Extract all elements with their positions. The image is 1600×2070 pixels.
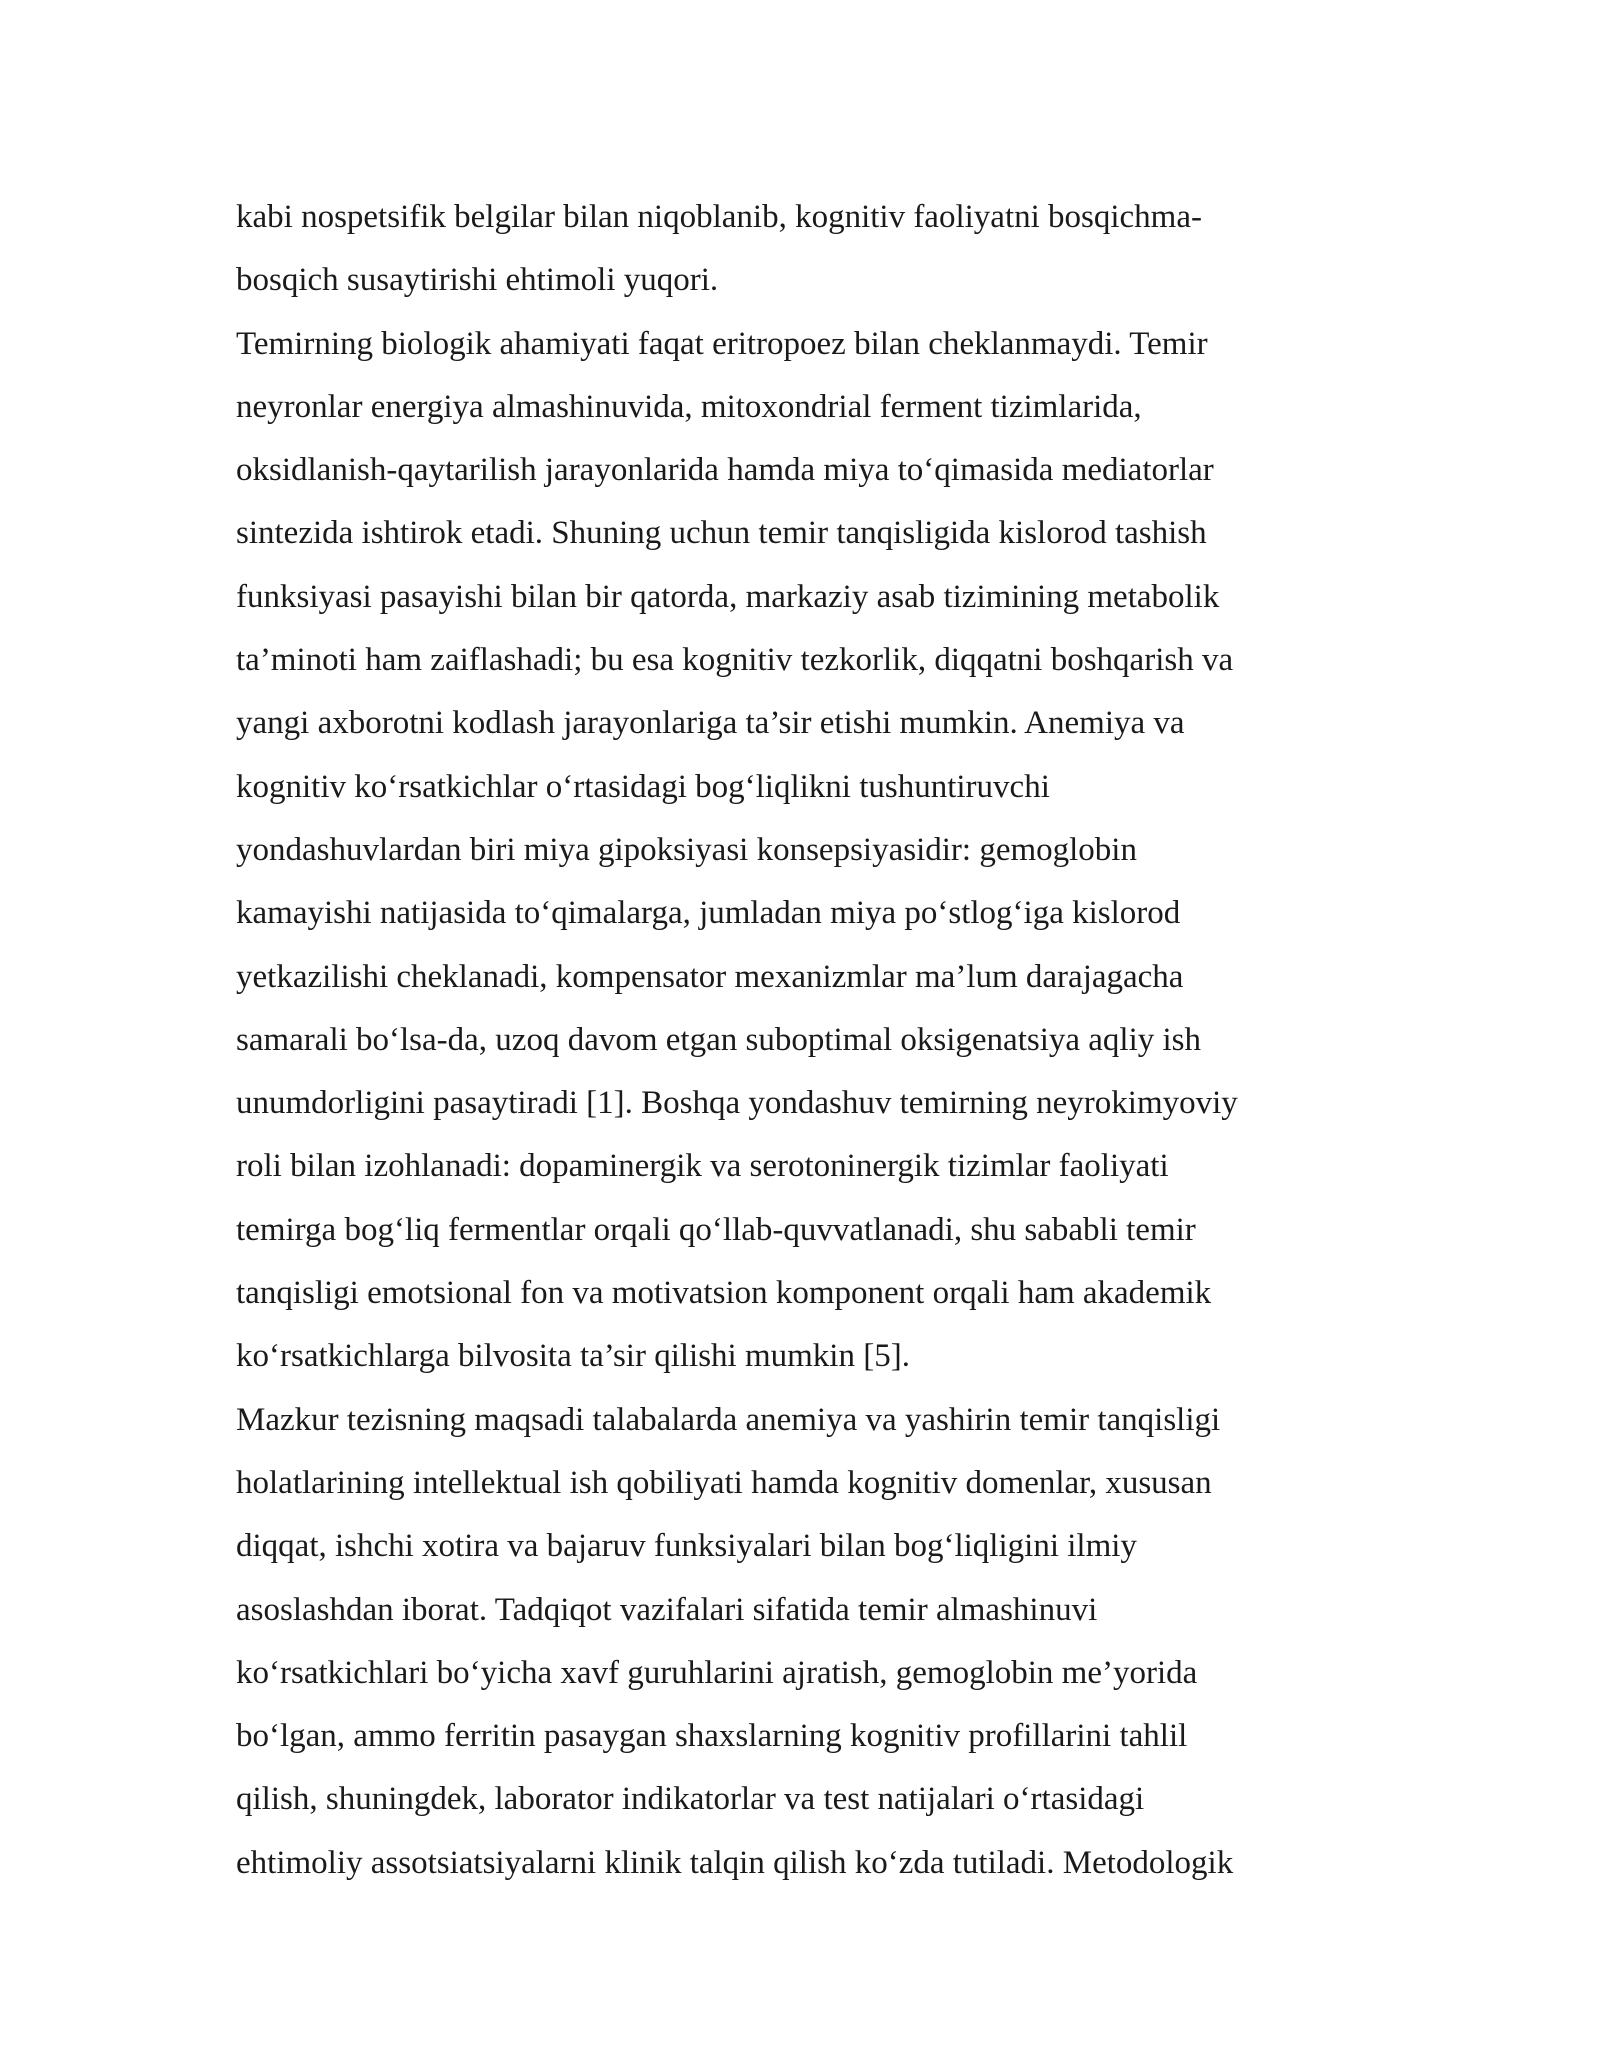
text-line: samarali bo‘lsa-da, uzoq davom etgan suboptimal oksigenatsiya aqliy ish xyxy=(236,1021,1202,1058)
text-line: ko‘rsatkichlari bo‘yicha xavf guruhlarini ajratish, gemoglobin me’yorida xyxy=(236,1654,1198,1691)
text-line: kamayishi natijasida to‘qimalarga, jumladan miya po‘stlog‘iga kislorod xyxy=(236,895,1181,932)
text-line: qilish, shuningdek, laborator indikatorlar va test natijalari o‘rtasidagi xyxy=(236,1781,1145,1818)
text-line: ko‘rsatkichlarga bilvosita ta’sir qilishi mumkin [5]. xyxy=(236,1338,910,1375)
text-line: kabi nospetsifik belgilar bilan niqoblanib, kognitiv faoliyatni bosqichma- xyxy=(236,199,1202,235)
text-line: oksidlanish-qaytarilish jarayonlarida hamda miya to‘qimasida mediatorlar xyxy=(236,452,1214,489)
text-line: tanqisligi emotsional fon va motivatsion komponent orqali ham akademik xyxy=(236,1275,1212,1312)
text-line: unumdorligini pasaytiradi [1]. Boshqa yondashuv temirning neyrokimyoviy xyxy=(236,1085,1238,1122)
text-line: neyronlar energiya almashinuvida, mitoxondrial ferment tizimlarida, xyxy=(236,388,1142,425)
text-line: yangi axborotni kodlash jarayonlariga ta’sir etishi mumkin. Anemiya va xyxy=(236,705,1185,742)
text-line: kognitiv ko‘rsatkichlar o‘rtasidagi bog‘liqlikni tushuntiruvchi xyxy=(236,768,1050,805)
text-line: asoslashdan iborat. Tadqiqot vazifalari sifatida temir almashinuvi xyxy=(236,1591,1098,1628)
text-line: bo‘lgan, ammo ferritin pasaygan shaxslarning kognitiv profillarini tahlil xyxy=(236,1718,1188,1755)
body-text xyxy=(236,186,1366,1895)
text-line: sintezida ishtirok etadi. Shuning uchun temir tanqisligida kislorod tashish xyxy=(236,515,1207,552)
text-line: Temirning biologik ahamiyati faqat eritropoez bilan cheklanmaydi. Temir xyxy=(236,325,1208,362)
text-line: ehtimoliy assotsiatsiyalarni klinik talqin qilish ko‘zda tutiladi. Metodologik xyxy=(236,1844,1234,1881)
text-line: diqqat, ishchi xotira va bajaruv funksiyalari bilan bog‘liqligini ilmiy xyxy=(236,1528,1137,1565)
text-line: roli bilan izohlanadi: dopaminergik va serotoninergik tizimlar faoliyati xyxy=(236,1148,1169,1185)
text-line: holatlarining intellektual ish qobiliyati hamda kognitiv domenlar, xususan xyxy=(236,1464,1212,1501)
text-line: funksiyasi pasayishi bilan bir qatorda, markaziy asab tizimining metabolik xyxy=(236,578,1220,615)
text-line: ta’minoti ham zaiflashadi; bu esa kognitiv tezkorlik, diqqatni boshqarish va xyxy=(236,642,1234,679)
text-line: temirga bog‘liq fermentlar orqali qo‘llab-quvvatlanadi, shu sababli temir xyxy=(236,1211,1196,1248)
text-line: Mazkur tezisning maqsadi talabalarda anemiya va yashirin temir tanqisligi xyxy=(236,1401,1221,1438)
text-line: yondashuvlardan biri miya gipoksiyasi konsepsiyasidir: gemoglobin xyxy=(236,831,1137,868)
text-line: yetkazilishi cheklanadi, kompensator mexanizmlar ma’lum darajagacha xyxy=(236,958,1184,995)
text-line: bosqich susaytirishi ehtimoli yuqori. xyxy=(236,262,719,299)
